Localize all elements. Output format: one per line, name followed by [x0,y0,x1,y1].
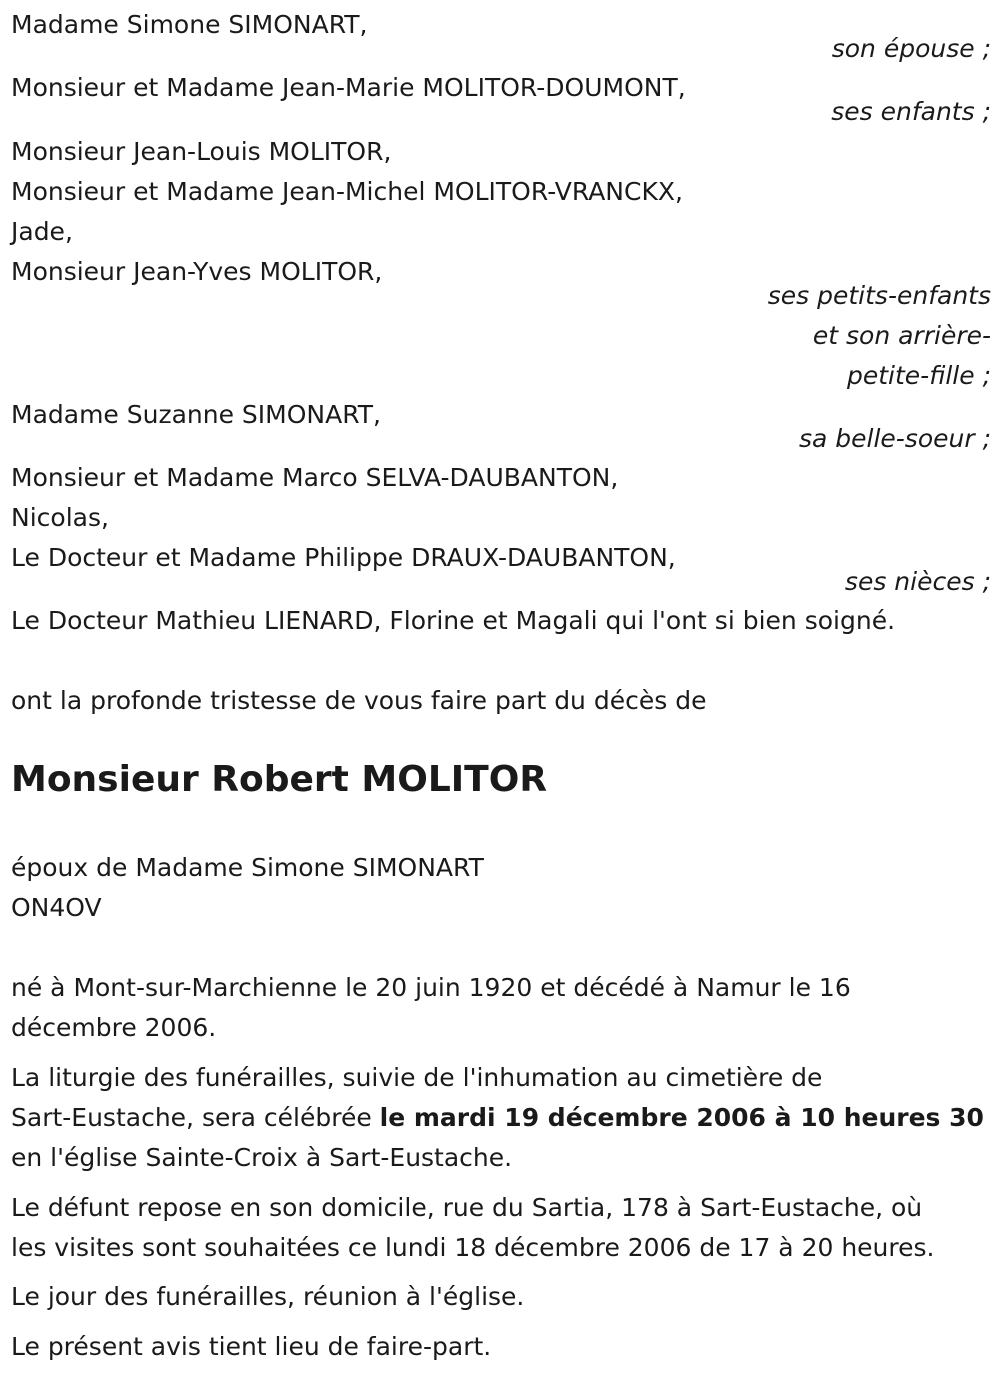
notice-line: Le présent avis tient lieu de faire-part. [11,1332,492,1361]
family-line: Monsieur et Madame Marco SELVA-DAUBANTON, [11,463,619,492]
deceased-name: Monsieur Robert MOLITOR [11,759,548,800]
relation-label: ses enfants ; [831,97,991,126]
family-line: Madame Suzanne SIMONART, [11,400,381,429]
family-line: Monsieur Jean-Louis MOLITOR, [11,137,392,166]
relation-label: et son arrière- [812,321,991,350]
rest-line: Le défunt repose en son domicile, rue du Sartia, 178 à Sart-Eustache, où [11,1193,923,1222]
family-line: Le Docteur et Madame Philippe DRAUX-DAUBANTON, [11,543,676,572]
family-line: Nicolas, [11,503,109,532]
family-line: Le Docteur Mathieu LIENARD, Florine et Magali qui l'ont si bien soigné. [11,606,896,635]
rest-line: les visites sont souhaitées ce lundi 18 décembre 2006 de 17 à 20 heures. [11,1233,935,1262]
meeting-line: Le jour des funérailles, réunion à l'église. [11,1282,525,1311]
relation-label: ses petits-enfants [767,281,991,310]
family-line: Monsieur et Madame Jean-Marie MOLITOR-DOUMONT, [11,73,686,102]
liturgy-line [11,1103,984,1133]
family-line: Monsieur et Madame Jean-Michel MOLITOR-VRANCKX, [11,177,683,206]
liturgy-line: La liturgie des funérailles, suivie de l'inhumation au cimetière de [11,1063,823,1092]
relation-label: son épouse ; [831,34,991,63]
family-line: Jade, [11,217,73,246]
announcement-text: ont la profonde tristesse de vous faire part du décès de [11,686,707,715]
relation-label: ses nièces ; [844,567,991,596]
relation-label: petite-fille ; [847,361,991,390]
spouse-line: époux de Madame Simone SIMONART [11,853,484,882]
family-line: Madame Simone SIMONART, [11,10,368,39]
birth-line: décembre 2006. [11,1013,217,1042]
liturgy-datetime: le mardi 19 décembre 2006 à 10 heures 30 [379,1103,984,1132]
liturgy-line: en l'église Sainte-Croix à Sart-Eustache. [11,1143,513,1172]
liturgy-prefix: Sart-Eustache, sera célébrée [11,1103,380,1132]
birth-line: né à Mont-sur-Marchienne le 20 juin 1920 et décédé à Namur le 16 [11,973,851,1002]
family-line: Monsieur Jean-Yves MOLITOR, [11,257,383,286]
callsign: ON4OV [11,893,102,922]
relation-label: sa belle-soeur ; [798,424,991,453]
